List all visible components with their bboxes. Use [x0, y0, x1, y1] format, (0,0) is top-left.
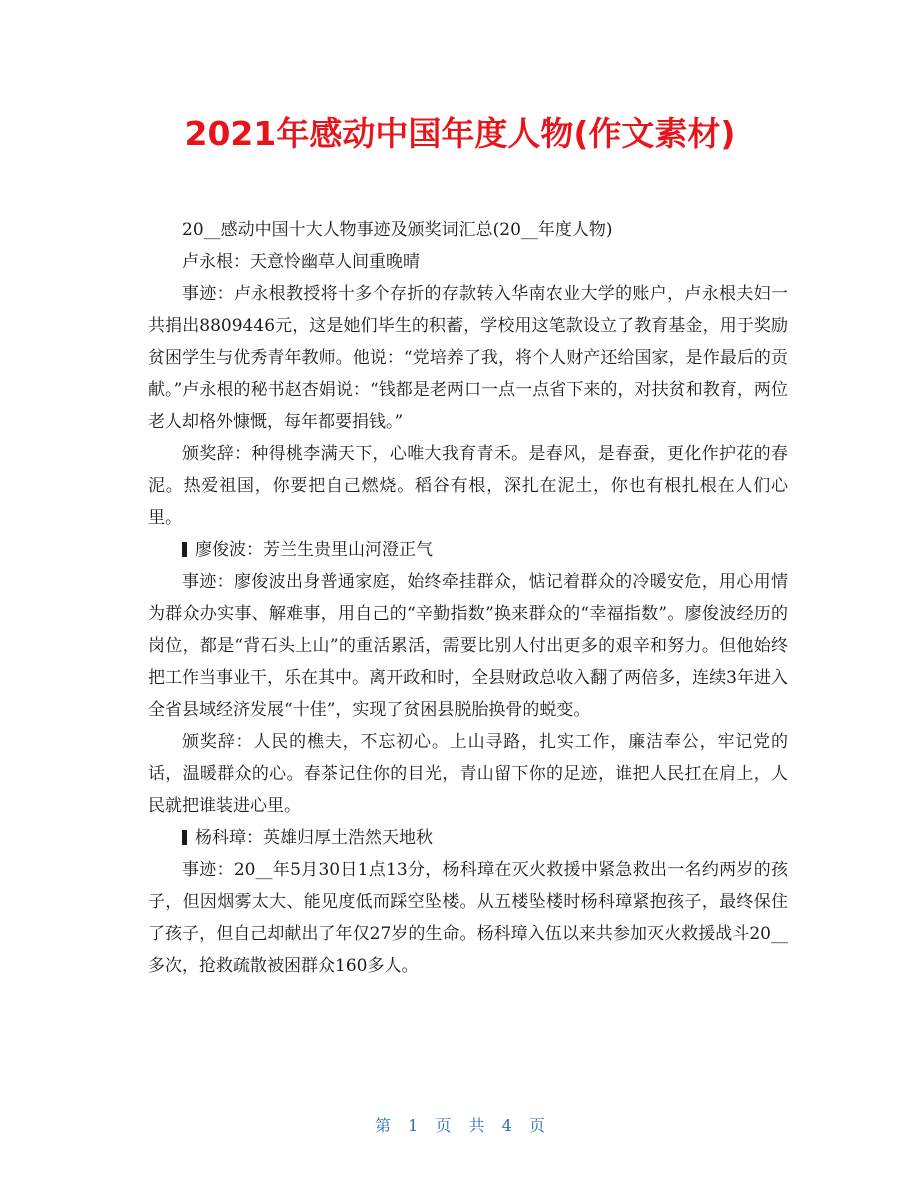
paragraph-deeds: 事迹：20__年5月30日1点13分，杨科璋在灭火救援中紧急救出一名约两岁的孩子，但因烟雾太大、能见度低而踩空坠楼。从五楼坠楼时杨科璋紧抱孩子，最终保住了孩子，但自己却献出了年仅27岁的生命。杨科璋入伍以来共参加灭火救援战斗20__多次，抢救疏散被困群众160多人。: [148, 860, 788, 976]
paragraph-deeds: 事迹：卢永根教授将十多个存折的存款转入华南农业大学的账户，卢永根夫妇一共捐出8809446元，这是她们毕生的积蓄，学校用这笔款设立了教育基金，用于奖励贫困学生与优秀青年教师。他说：“党培养了我，将个人财产还给国家，是作最后的贡献。”卢永根的秘书赵杏娟说：“钱都是老两口一点一点省下来的，对扶贫和教育，两位老人却格外慷慨，每年都要捐钱。”: [148, 284, 788, 432]
paragraph-deeds: 事迹：廖俊波出身普通家庭，始终牵挂群众，惦记着群众的冷暖安危，用心用情为群众办实事、解难事，用自己的“辛勤指数”换来群众的“幸福指数”。廖俊波经历的岗位，都是“背石头上山”的重活累活，需要比别人付出更多的艰辛和努力。但他始终把工作当事业干，乐在其中。离开政和时，全县财政总收入翻了两倍多，连续3年进入全省县域经济发展“十佳”，实现了贫困县脱胎换骨的蜕变。: [148, 572, 788, 720]
bullet-marker-icon: [182, 830, 187, 845]
footer-page-unit: 页: [435, 1116, 452, 1135]
person-heading-liao-junbo: [148, 534, 788, 566]
footer-total-pages: 4: [501, 1116, 512, 1135]
footer-page-label: 第: [375, 1116, 392, 1135]
person-heading-yang-kezhang: [148, 822, 788, 854]
paragraph-intro: 20__感动中国十大人物事迹及颁奖词汇总(20__年度人物): [182, 220, 613, 240]
footer-page-number: 1: [408, 1116, 419, 1135]
footer-total-unit: 页: [528, 1116, 545, 1135]
section-heading-text: 廖俊波：芳兰生贵里山河澄正气: [195, 540, 433, 560]
bullet-marker-icon: [182, 542, 187, 557]
section-heading-text: 杨科璋：英雄归厚土浩然天地秋: [195, 828, 433, 848]
paragraph-award-speech: 颁奖辞：人民的樵夫，不忘初心。上山寻路，扎实工作，廉洁奉公，牢记党的话，温暖群众的心。春茶记住你的目光，青山留下你的足迹，谁把人民扛在肩上，人民就把谁装进心里。: [148, 732, 788, 816]
footer-total-label: 共: [468, 1116, 485, 1135]
page-footer: [0, 1114, 920, 1138]
document-body: [148, 214, 788, 982]
document-title: 2021年感动中国年度人物(作文素材): [184, 114, 736, 153]
paragraph-award-speech: 颁奖辞：种得桃李满天下，心唯大我育青禾。是春风，是春蚕，更化作护花的春泥。热爱祖国，你要把自己燃烧。稻谷有根，深扎在泥土，你也有根扎根在人们心里。: [148, 444, 788, 528]
person-heading-lu-yonggen: 卢永根：天意怜幽草人间重晚晴: [182, 252, 420, 272]
